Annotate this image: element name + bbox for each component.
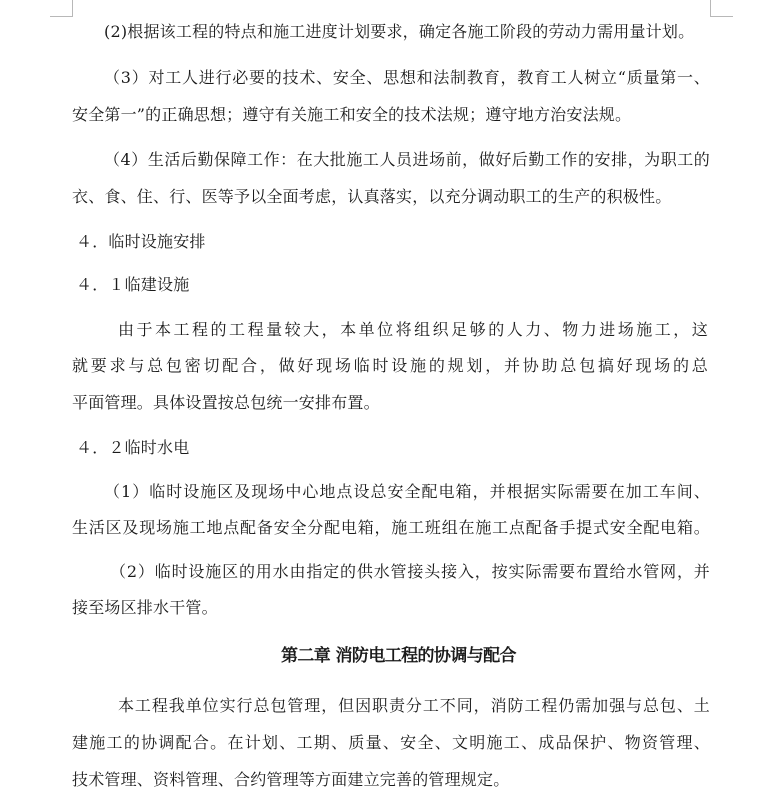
paragraph-item-3-line-2: 安全第一”的正确思想；遵守有关施工和安全的技术法规；遵守地方治安法规。 [72, 105, 632, 124]
page-margin-corner-left [50, 0, 73, 17]
paragraph-4-1-line-2: 就要求与总包密切配合，做好现场临时设施的规划，并协助总包搞好现场的总 [72, 356, 708, 375]
paragraph-4-2-item-1-line-2: 生活区及现场施工地点配备安全分配电箱，施工班组在施工点配备手提式安全配电箱。 [72, 518, 710, 537]
paragraph-item-4-line-1: （4）生活后勤保障工作：在大批施工人员进场前，做好后勤工作的安排，为职工的 [104, 150, 710, 169]
paragraph-4-2-item-2-line-1: （2）临时设施区的用水由指定的供水管接头接入，按实际需要布置给水管网，并 [110, 562, 710, 581]
section-heading-4-1: ４．１临建设施 [76, 275, 190, 294]
section-heading-4-2: ４．２临时水电 [76, 438, 190, 457]
paragraph-item-2: (2)根据该工程的特点和施工进度计划要求，确定各施工阶段的劳动力需用量计划。 [104, 22, 695, 41]
paragraph-4-1-line-3: 平面管理。具体设置按总包统一安排布置。 [72, 393, 380, 412]
paragraph-item-4-line-2: 衣、食、住、行、医等予以全面考虑，认真落实，以充分调动职工的生产的积极性。 [72, 187, 672, 206]
paragraph-4-2-item-2-line-2: 接至场区排水干管。 [72, 598, 218, 617]
page-margin-corner-right [710, 0, 733, 17]
paragraph-4-1-line-1: 由于本工程的工程量较大，本单位将组织足够的人力、物力进场施工，这 [118, 320, 708, 339]
paragraph-4-2-item-1-line-1: （1）临时设施区及现场中心地点设总安全配电箱，并根据实际需要在加工车间、 [104, 482, 710, 501]
paragraph-item-3-line-1: （3）对工人进行必要的技术、安全、思想和法制教育，教育工人树立“质量第一、 [104, 68, 710, 87]
chapter-title: 第二章 消防电工程的协调与配合 [281, 646, 516, 666]
chapter-paragraph-line-1: 本工程我单位实行总包管理，但因职责分工不同，消防工程仍需加强与总包、土 [118, 696, 710, 715]
chapter-paragraph-line-3: 技术管理、资料管理、合约管理等方面建立完善的管理规定。 [72, 770, 510, 789]
chapter-paragraph-line-2: 建施工的协调配合。在计划、工期、质量、安全、文明施工、成品保护、物资管理、 [72, 733, 710, 752]
section-heading-4: ４．临时设施安排 [76, 232, 206, 251]
